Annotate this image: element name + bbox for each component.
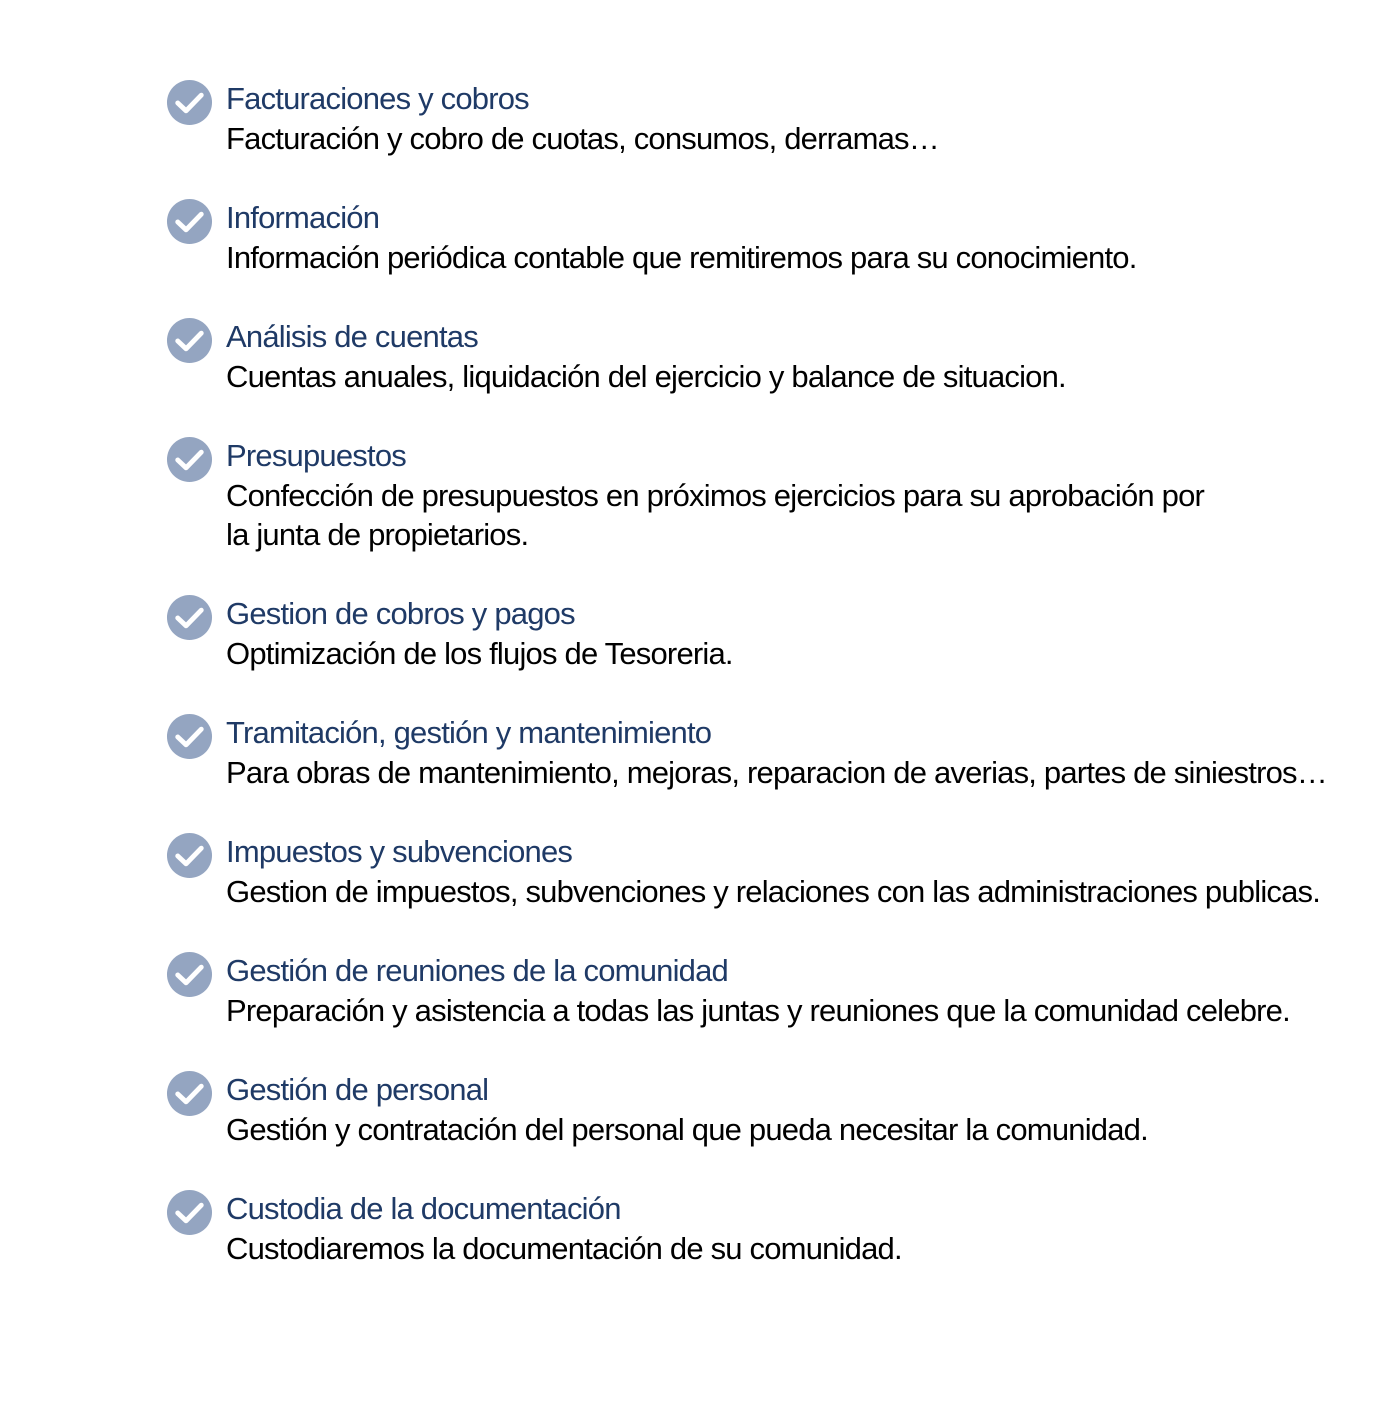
service-item [166, 79, 1382, 198]
service-description-line: Facturación y cobro de cuotas, consumos, derramas… [226, 121, 939, 156]
service-item [166, 1070, 1382, 1189]
service-description-line: Confección de presupuestos en próximos ejercicios para su aprobación por [226, 478, 1205, 513]
service-description-line: Custodiaremos la documentación de su comunidad. [226, 1231, 902, 1266]
service-item [166, 317, 1382, 436]
service-item [166, 594, 1382, 713]
check-circle-icon [166, 317, 213, 364]
service-description-line: la junta de propietarios. [226, 517, 529, 552]
service-item [166, 1189, 1382, 1308]
service-title: Custodia de la documentación [226, 1191, 621, 1226]
service-title: Información [226, 200, 380, 235]
check-circle-icon [166, 1189, 213, 1236]
service-description [226, 1110, 1382, 1149]
service-description [226, 476, 1382, 554]
check-circle-icon [166, 198, 213, 245]
check-circle-icon [166, 951, 213, 998]
service-title: Presupuestos [226, 438, 406, 473]
service-description-line: Para obras de mantenimiento, mejoras, reparacion de averias, partes de siniestros… [226, 755, 1327, 790]
service-description-line: Gestión y contratación del personal que pueda necesitar la comunidad. [226, 1112, 1148, 1147]
check-circle-icon [166, 832, 213, 879]
service-item [166, 436, 1382, 594]
check-circle-icon [166, 79, 213, 126]
check-circle-icon [166, 594, 213, 641]
service-item [166, 832, 1382, 951]
service-item [166, 951, 1382, 1070]
service-description [226, 1229, 1382, 1268]
service-description [226, 357, 1382, 396]
service-title: Tramitación, gestión y mantenimiento [226, 715, 712, 750]
service-title: Análisis de cuentas [226, 319, 478, 354]
service-description [226, 872, 1382, 911]
service-title: Impuestos y subvenciones [226, 834, 573, 869]
service-title: Gestion de cobros y pagos [226, 596, 575, 631]
service-item [166, 713, 1382, 832]
service-title: Facturaciones y cobros [226, 81, 529, 116]
service-description-line: Cuentas anuales, liquidación del ejercicio y balance de situacion. [226, 359, 1066, 394]
service-description [226, 634, 1382, 673]
service-title: Gestión de reuniones de la comunidad [226, 953, 728, 988]
service-item [166, 198, 1382, 317]
services-list [166, 79, 1382, 1308]
check-circle-icon [166, 1070, 213, 1117]
service-description [226, 753, 1382, 792]
check-circle-icon [166, 436, 213, 483]
service-description [226, 991, 1382, 1030]
service-description-line: Preparación y asistencia a todas las juntas y reuniones que la comunidad celebre. [226, 993, 1290, 1028]
service-title: Gestión de personal [226, 1072, 489, 1107]
service-description-line: Información periódica contable que remitiremos para su conocimiento. [226, 240, 1137, 275]
check-circle-icon [166, 713, 213, 760]
service-description-line: Optimización de los flujos de Tesoreria. [226, 636, 733, 671]
service-description-line: Gestion de impuestos, subvenciones y relaciones con las administraciones publicas. [226, 874, 1321, 909]
service-description [226, 238, 1382, 277]
service-description [226, 119, 1382, 158]
